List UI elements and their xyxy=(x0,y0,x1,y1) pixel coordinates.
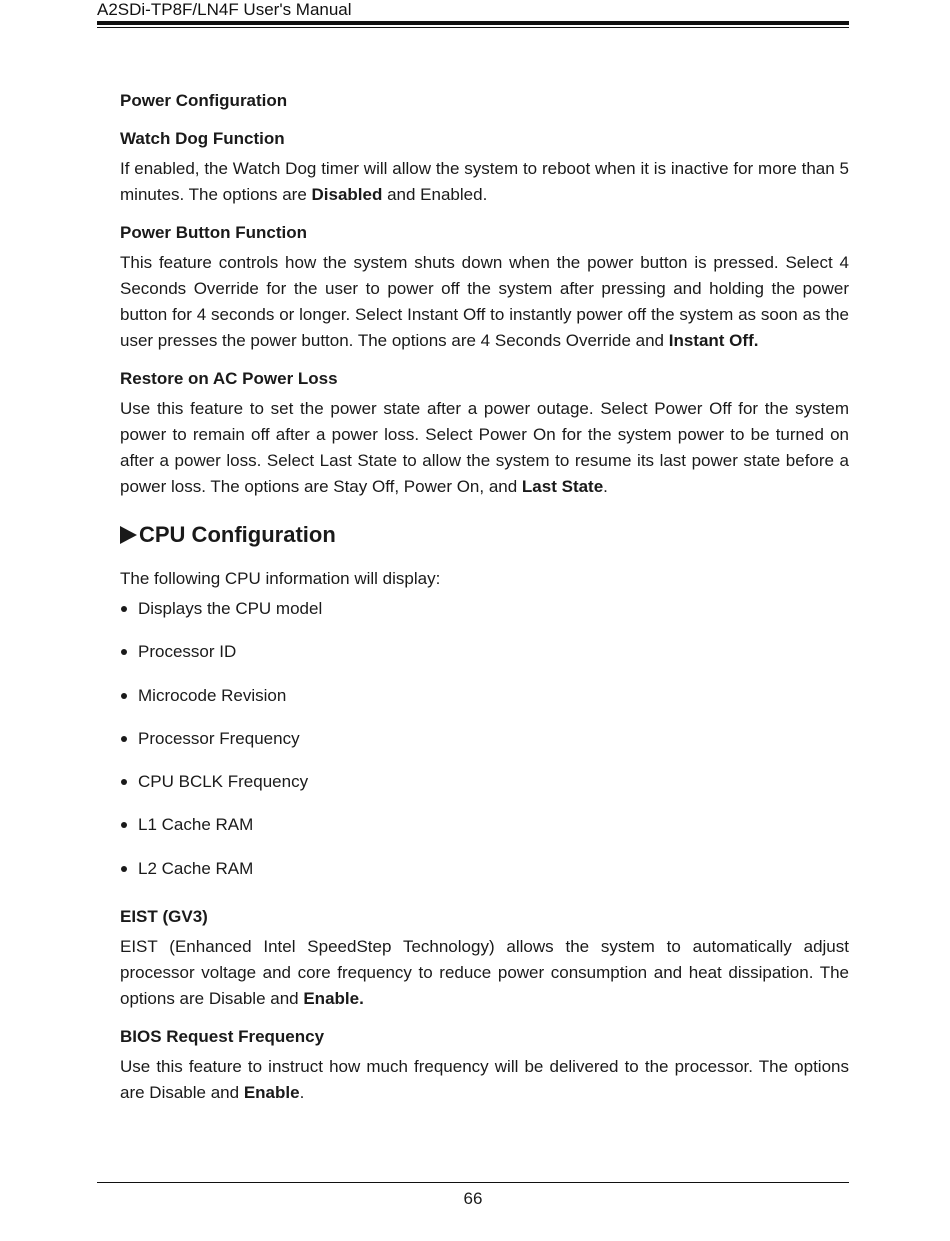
list-item-label: CPU BCLK Frequency xyxy=(138,772,309,792)
text-run: . xyxy=(299,1082,305,1102)
paragraph-power-button xyxy=(120,250,849,354)
footer-rule xyxy=(97,1182,849,1183)
subsection-title-restore-ac: Restore on AC Power Loss xyxy=(120,369,338,388)
bullet-icon xyxy=(121,606,127,612)
text-run: EIST (Enhanced Intel SpeedStep Technology) allows the system to automatically adjust processor voltage and core frequency to reduce power consumption and heat dissipation. The options are Disable and xyxy=(120,936,849,1008)
subsection-title-bios-request-frequency: BIOS Request Frequency xyxy=(120,1026,325,1046)
list-item xyxy=(120,683,849,709)
section-title-power-configuration: Power Configuration xyxy=(120,91,288,110)
header-rule-thick xyxy=(97,21,849,25)
paragraph-restore-ac xyxy=(120,396,849,500)
default-option: Last State xyxy=(521,477,604,496)
paragraph-eist xyxy=(120,934,849,1012)
paragraph-watch-dog xyxy=(120,156,849,208)
list-item-label: Processor Frequency xyxy=(138,728,300,748)
running-header-title: A2SDi-TP8F/LN4F User's Manual xyxy=(97,0,352,19)
bullet-icon xyxy=(121,779,127,785)
text-run: and Enabled. xyxy=(382,185,488,204)
cpu-info-list xyxy=(120,596,849,882)
page-body xyxy=(120,88,849,1118)
subsection-title-eist: EIST (GV3) xyxy=(120,906,208,926)
text-run: Use this feature to set the power state after a power outage. Select Power Off for the system power to remain off after a power loss. Select Power On for the system power to be turned on after a power loss. Select Last State to allow the system to resume its last power state before a power loss. The options are Stay Off, Power On, and xyxy=(120,399,849,496)
section-heading-cpu-configuration xyxy=(120,520,849,550)
default-option: Enable. xyxy=(303,988,364,1008)
subsection-title-watch-dog: Watch Dog Function xyxy=(120,129,285,148)
text-run: If enabled, the Watch Dog timer will allow the system to reboot when it is inactive for more than 5 minutes. The options are xyxy=(120,159,849,204)
cpu-intro-text: The following CPU information will display: xyxy=(120,569,441,588)
text-run: This feature controls how the system shuts down when the power button is pressed. Select 4 Seconds Override for the user to power off the system after pressing and holding the power button for 4 seconds or longer. Select Instant Off to instantly power off the system as soon as the user presses the power button. The options are 4 Seconds Override and xyxy=(120,253,849,350)
list-item xyxy=(120,769,849,795)
list-item xyxy=(120,812,849,838)
text-run: . xyxy=(603,477,608,496)
bullet-icon xyxy=(121,649,127,655)
page-number: 66 xyxy=(463,1189,483,1208)
bullet-icon xyxy=(121,822,127,828)
default-option: Enable xyxy=(243,1082,300,1102)
bullet-icon xyxy=(121,866,127,872)
text-run: Use this feature to instruct how much frequency will be delivered to the processor. The options are Disable and xyxy=(120,1056,849,1102)
list-item xyxy=(120,726,849,752)
list-item xyxy=(120,639,849,665)
list-item xyxy=(120,856,849,882)
subsection-title-power-button: Power Button Function xyxy=(120,223,307,242)
list-item-label: L2 Cache RAM xyxy=(138,858,254,878)
default-option: Instant Off. xyxy=(668,331,759,350)
header-rule-thin xyxy=(97,27,849,28)
paragraph-bios-request-frequency xyxy=(120,1054,849,1106)
cpu-heading-label: CPU Configuration xyxy=(139,522,336,547)
default-option: Disabled xyxy=(311,185,383,204)
list-item-label: L1 Cache RAM xyxy=(138,815,254,835)
list-item xyxy=(120,596,849,622)
bullet-icon xyxy=(121,736,127,742)
list-item-label: Microcode Revision xyxy=(138,685,287,705)
list-item-label: Displays the CPU model xyxy=(138,599,323,618)
list-item-label: Processor ID xyxy=(138,642,237,662)
submenu-arrow-icon xyxy=(120,526,137,544)
bullet-icon xyxy=(121,693,127,699)
